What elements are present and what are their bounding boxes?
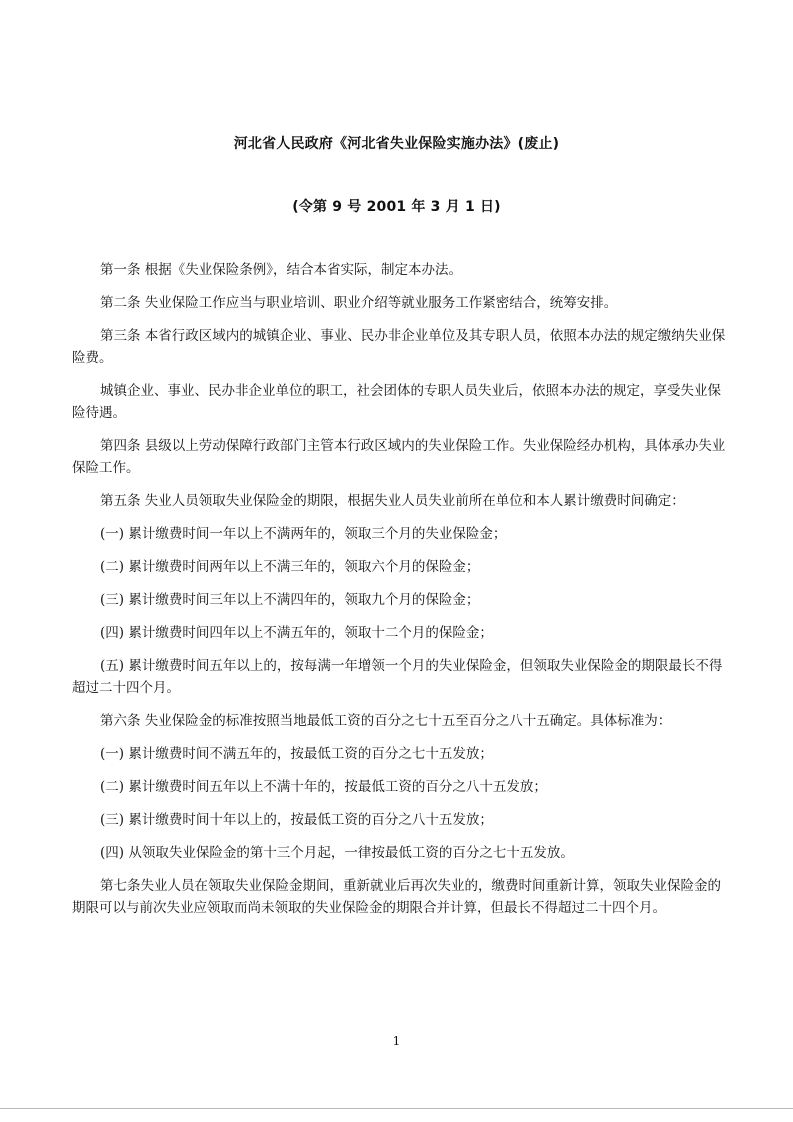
article-6: 第六条 失业保险金的标准按照当地最低工资的百分之七十五至百分之八十五确定。具体标准为： <box>100 713 672 729</box>
page-bottom-divider <box>0 1108 793 1109</box>
article-6-item-1: (一) 累计缴费时间不满五年的，按最低工资的百分之七十五发放； <box>100 746 493 762</box>
page-number: 1 <box>392 1034 401 1048</box>
article-4: 第四条 县级以上劳动保障行政部门主管本行政区域内的失业保险工作。失业保险经办机构，具体承办失业保险工作。 <box>72 438 726 476</box>
article-5-item-5: (五) 累计缴费时间五年以上的，按每满一年增领一个月的失业保险金，但领取失业保险金的期限最长不得超过二十四个月。 <box>72 658 723 696</box>
document-title: 河北省人民政府《河北省失业保险实施办法》(废止) <box>233 136 560 152</box>
article-6-item-2: (二) 累计缴费时间五年以上不满十年的，按最低工资的百分之八十五发放； <box>100 779 547 795</box>
article-5-item-1: (一) 累计缴费时间一年以上不满两年的，领取三个月的失业保险金； <box>100 526 507 542</box>
article-5-item-3: (三) 累计缴费时间三年以上不满四年的，领取九个月的保险金； <box>100 592 480 608</box>
article-3-paragraph-2: 城镇企业、事业、民办非企业单位的职工，社会团体的专职人员失业后，依照本办法的规定，享受失业保险待遇。 <box>72 383 721 421</box>
article-3: 第三条 本省行政区域内的城镇企业、事业、民办非企业单位及其专职人员，依照本办法的规定缴纳失业保险费。 <box>72 328 726 366</box>
article-1: 第一条 根据《失业保险条例》，结合本省实际，制定本办法。 <box>100 262 463 278</box>
article-6-item-3: (三) 累计缴费时间十年以上的，按最低工资的百分之八十五发放； <box>100 812 493 828</box>
article-5: 第五条 失业人员领取失业保险金的期限，根据失业人员失业前所在单位和本人累计缴费时间确定： <box>100 493 685 509</box>
article-2: 第二条 失业保险工作应当与职业培训、职业介绍等就业服务工作紧密结合，统筹安排。 <box>100 295 618 311</box>
document-subtitle: (令第 9 号 2001 年 3 月 1 日) <box>292 199 501 215</box>
article-5-item-4: (四) 累计缴费时间四年以上不满五年的，领取十二个月的保险金； <box>100 625 493 641</box>
article-5-item-2: (二) 累计缴费时间两年以上不满三年的，领取六个月的保险金； <box>100 559 480 575</box>
article-6-item-4: (四) 从领取失业保险金的第十三个月起，一律按最低工资的百分之七十五发放。 <box>100 845 574 861</box>
article-7: 第七条失业人员在领取失业保险金期间，重新就业后再次失业的，缴费时间重新计算，领取失业保险金的期限可以与前次失业应领取而尚未领取的失业保险金的期限合并计算，但最长不得超过二十四个月。 <box>72 878 721 916</box>
document-body <box>72 259 728 930</box>
